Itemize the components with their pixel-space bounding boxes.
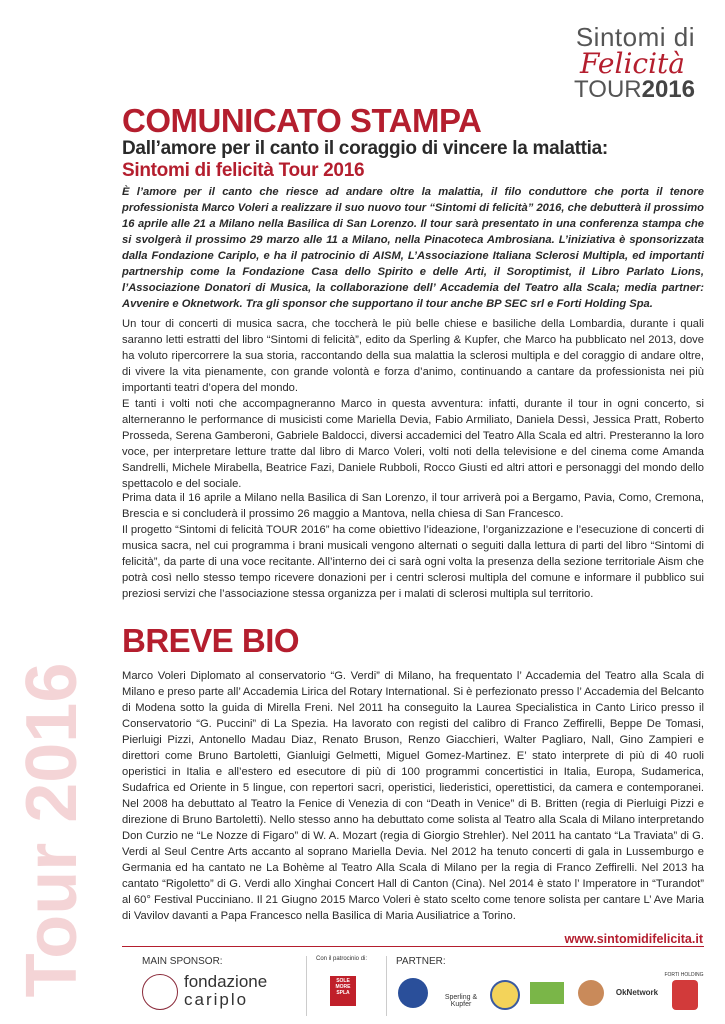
partner-logo-forti-label: FORTI HOLDING bbox=[664, 972, 704, 978]
partner-label: PARTNER: bbox=[396, 956, 446, 967]
patronage-logo: SOLE MORE SPLA bbox=[330, 976, 356, 1006]
body-paragraph-4: Il progetto “Sintomi di felicità TOUR 2016” ha come obiettivo l’ideazione, l’organizzazione e l’esecuzione di concerti di musica sacra, nel cui programma i brani musicali vengono alternati o seguiti dalla lettura di parti del libro “Sintomi di felicità”, da parte di una voce recitante. All’interno dei ci sarà ogni volta la presenza della sezione territoriale Aism che potrà così nello stesso tempo ricevere donazioni per i centri sclerosi multipla del comune e informare il pubblico sui preziosi servizi che l’associazione stessa organizza per i malati di sclerosi multipla sul territorio. bbox=[122, 524, 704, 600]
logo-line3: TOUR2016 bbox=[574, 76, 695, 103]
tour-logo bbox=[555, 22, 695, 104]
bio-paragraph: Marco Voleri Diplomato al conservatorio “G. Verdi” di Milano, ha frequentato l’ Accademia del Teatro alla Scala di Milano e preso parte all’ Accademia Lirica del Rotary International. Si è perfezionato presso l’ Accademia del Belcanto di Modena sotto la guida di Mirella Freni. Nel 2011 ha conseguito la Laurea Specialistica in Canto Lirico presso il Conservatorio “G. Puccini” di La Spezia. Ha lavorato con registi del calibro di Franco Zeffirelli, Beppe De Tomasi, Pierluigi Pizzi, Antonello Madau Diaz, Renato Bruson, Renzo Giacchieri, Walter Pagliaro, Nall, Gino Zampieri e direttori come Bruno Bartoletti, Gianluigi Gelmetti, Miguel Gomez-Martinez. E’ stato interprete di più di 40 ruoli operistici in Italia e all’estero ed esecutore di più di 100 programmi concertistici in Italia, Europa, Sudamerica, Sudafrica ed Oriente in 5 lingue, con repertori sacri, operistici, liederistici, operettistici, da camera e contemporanei. Nel 2008 ha debuttato al Teatro la Fenice di Venezia di con “Death in Venice” di B. Britten (regia di Pierluigi Pizzi e direzione di Bruno Bartoletti). Nello stesso anno ha debuttato come solista al Teatro alla Scala di Milano interpretando Don Curzio ne “Le Nozze di Figaro” di W. A. Mozart (regia di Giorgio Strehler). Nel 2011 ha cantato “La Traviata” di G. Verdi al Seul Centre Arts accanto al soprano Mariella Devia. Nel 2012 ha tenuto concerti di gala in Lussemburgo e Germania ed ha cantato ne La Bohème al Teatro Alla Scala di Milano per la regia di Franco Zeffirelli. Nel 2013 ha cantato “Rigoletto” di G. Verdi allo Xinghai Concert Hall di Canton (Cina). Nel 2014 è stato l’ Imperatore in “Turandot” al 60° Festival Pucciniano. Il 21 Giugno 2015 Marco Voleri è stato scelto come tenore solista per cantare L’ Ave Maria di Vavilov davanti a Papa Francesco nella Basilica di Maria Ausiliatrice a Torino. bbox=[122, 670, 704, 922]
body-paragraph-3: Prima data il 16 aprile a Milano nella Basilica di San Lorenzo, il tour arriverà poi a Bergamo, Pavia, Como, Cremona, Brescia e si concluderà il prossimo 26 maggio a Mantova, nella chiesa di San Francesco. bbox=[122, 492, 704, 520]
page-title: COMUNICATO STAMPA bbox=[122, 102, 482, 139]
footer-separator bbox=[386, 956, 387, 1016]
partner-logo-green bbox=[530, 982, 564, 1004]
footer-separator bbox=[306, 956, 307, 1016]
subtitle-tour: Sintomi di felicità Tour 2016 bbox=[122, 160, 365, 181]
subtitle: Dall’amore per il canto il coraggio di vincere la malattia: bbox=[122, 138, 608, 159]
vertical-watermark: Tour 2016 bbox=[12, 662, 92, 998]
partner-logo-av bbox=[398, 978, 428, 1008]
partner-logo-lions bbox=[490, 980, 520, 1010]
partner-logo-forti bbox=[672, 980, 698, 1010]
fondazione-cariplo-logo: fondazione cariplo bbox=[142, 972, 292, 1012]
body-paragraph-1: Un tour di concerti di musica sacra, che toccherà le più belle chiese e basiliche della Lombardia, durante i quali saranno letti estratti del libro “Sintomi di felicità”, edito da Sperling & Kupfer, che Marco ha pubblicato nel 2013, dove ha voluto ripercorrere la sua storia, raccontando della sua malattia la sclerosi multipla e del coraggio di andare oltre, di vivere la vita pienamente, con grande volontà e forza d’animo, continuando a cantare da professionista nei più importanti teatri d’opera del mondo. bbox=[122, 318, 704, 394]
logo-line2: Felicità bbox=[580, 47, 685, 80]
divider bbox=[122, 946, 704, 947]
logo-line1: Sintomi di bbox=[575, 22, 695, 52]
partner-logo-oknetwork: OkNetwork bbox=[615, 988, 659, 997]
main-sponsor-label: MAIN SPONSOR: bbox=[142, 956, 223, 967]
partner-logo-sperling: Sperling & Kupfer bbox=[444, 994, 478, 1008]
patronage-label: Con il patrocinio di: bbox=[316, 956, 368, 962]
body-paragraph-2: E tanti i volti noti che accompagneranno Marco in questa avventura: infatti, durante il tour in ogni concerto, si alterneranno le performance di musicisti come Mariella Devia, Fabio Armiliato, Daniela Dessì, Jessica Pratt, Roberto Prosseda, Serena Gamberoni, Gabriele Baldocci, diversi accademici del Teatro Alla Scala ed altri. Presteranno la loro voce, per interpretare letture tratte dal libro di Marco Voleri, volti noti della televisione e del cinema come Amanda Sandrelli, Michele Mirabella, Beatrice Fazi, Daniele Rubboli, Rocco Giusti ed altri attori e personaggi del mondo dello spettacolo e del sociale. bbox=[122, 398, 704, 490]
bio-title: BREVE BIO bbox=[122, 622, 300, 659]
partner-logo-circle bbox=[578, 980, 604, 1006]
intro-paragraph: È l’amore per il canto che riesce ad andare oltre la malattia, il filo conduttore che porta il tenore professionista Marco Voleri a realizzare il suo nuovo tour “Sintomi di felicità” 2016, che debutterà il prossimo 16 aprile alle 21 a Milano nella Basilica di San Lorenzo. Il tour sarà presentato in una conferenza stampa che si svolgerà il prossimo 29 marzo alle 11 a Milano, nella Pinacoteca Ambrosiana. L’iniziativa è sponsorizzata dalla Fondazione Cariplo, e ha il patrocinio di AISM, L’Associazione Italiana Sclerosi Multipla, ed importanti partnership come la Fondazione Casa dello Spirito e delle Arti, il Soroptimist, il Libro Parlato Lions, l’Associazione Donatori di Musica, la collaborazione dell’ Accademia del Teatro alla Scala; media partner: Avvenire e Oknetwork. Tra gli sponsor che supportano il tour anche BP SEC srl e Forti Holding Spa. bbox=[122, 186, 704, 310]
cariplo-emblem-icon bbox=[142, 974, 178, 1010]
website-link[interactable]: www.sintomidifelicita.it bbox=[564, 932, 703, 946]
